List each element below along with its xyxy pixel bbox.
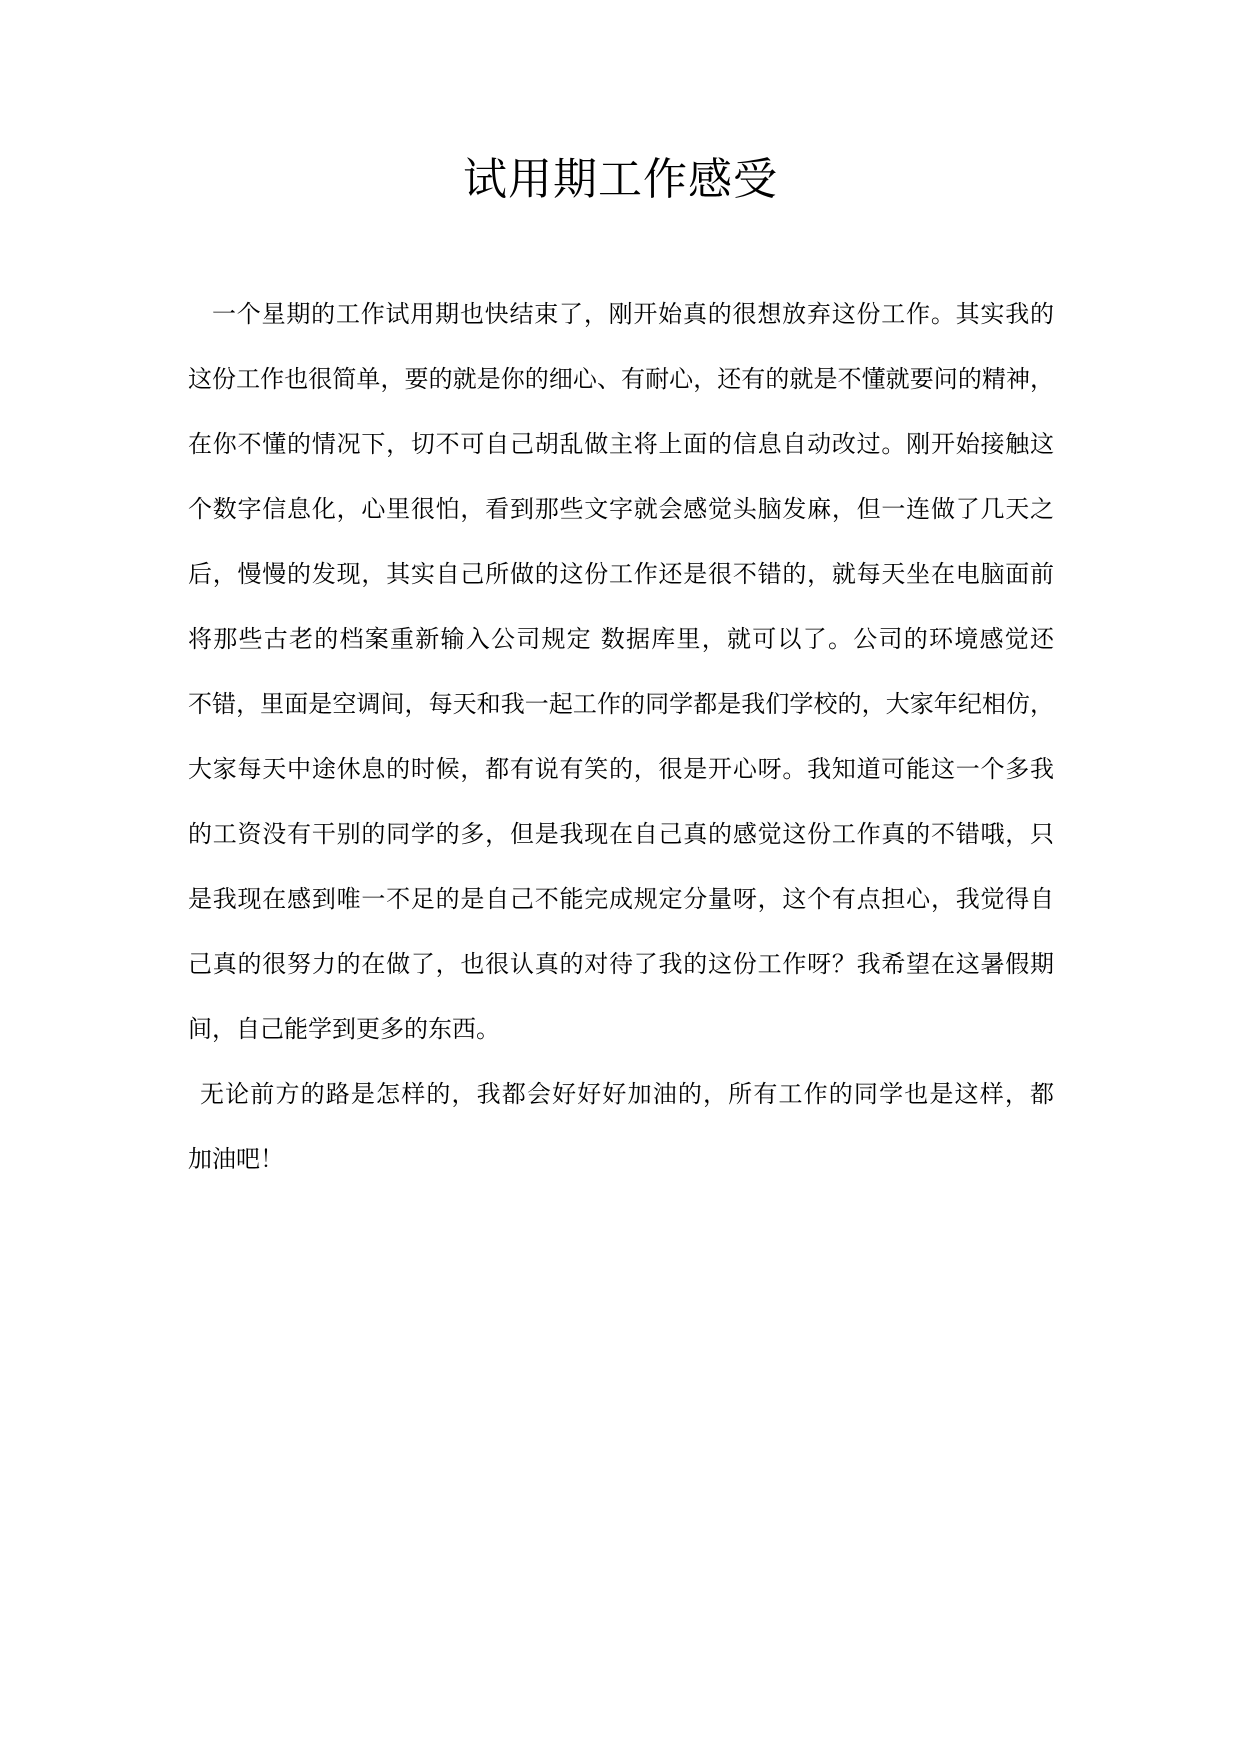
paragraph-line: 的工资没有干别的同学的多，但是我现在自己真的感觉这份工作真的不错哦，只 xyxy=(188,820,1054,848)
paragraph-line: 后，慢慢的发现，其实自己所做的这份工作还是很不错的，就每天坐在电脑面前 xyxy=(188,560,1054,588)
paragraph-line: 这份工作也很简单，要的就是你的细心、有耐心，还有的就是不懂就要问的精神， xyxy=(188,365,1054,393)
document-body xyxy=(188,282,1054,1192)
paragraph-line: 将那些古老的档案重新输入公司规定 数据库里，就可以了。公司的环境感觉还 xyxy=(188,625,1054,653)
paragraph-line: 无论前方的路是怎样的，我都会好好好加油的，所有工作的同学也是这样，都 xyxy=(200,1080,1054,1108)
paragraph-line: 个数字信息化，心里很怕，看到那些文字就会感觉头脑发麻，但一连做了几天之 xyxy=(188,495,1054,523)
paragraph-1 xyxy=(188,282,1054,1062)
paragraph-line: 加油吧！ xyxy=(188,1145,284,1173)
paragraph-2 xyxy=(188,1062,1054,1192)
paragraph-line: 在你不懂的情况下，切不可自己胡乱做主将上面的信息自动改过。刚开始接触这 xyxy=(188,430,1054,458)
paragraph-line: 不错，里面是空调间，每天和我一起工作的同学都是我们学校的，大家年纪相仿， xyxy=(188,690,1054,718)
paragraph-line: 一个星期的工作试用期也快结束了，刚开始真的很想放弃这份工作。其实我的 xyxy=(212,300,1054,328)
paragraph-line: 己真的很努力的在做了，也很认真的对待了我的这份工作呀？我希望在这暑假期 xyxy=(188,950,1054,978)
paragraph-line: 大家每天中途休息的时候，都有说有笑的，很是开心呀。我知道可能这一个多我 xyxy=(188,755,1054,783)
paragraph-line: 间，自己能学到更多的东西。 xyxy=(188,1015,500,1043)
document-title: 试用期工作感受 xyxy=(463,154,778,205)
paragraph-line: 是我现在感到唯一不足的是自己不能完成规定分量呀，这个有点担心，我觉得自 xyxy=(188,885,1054,913)
